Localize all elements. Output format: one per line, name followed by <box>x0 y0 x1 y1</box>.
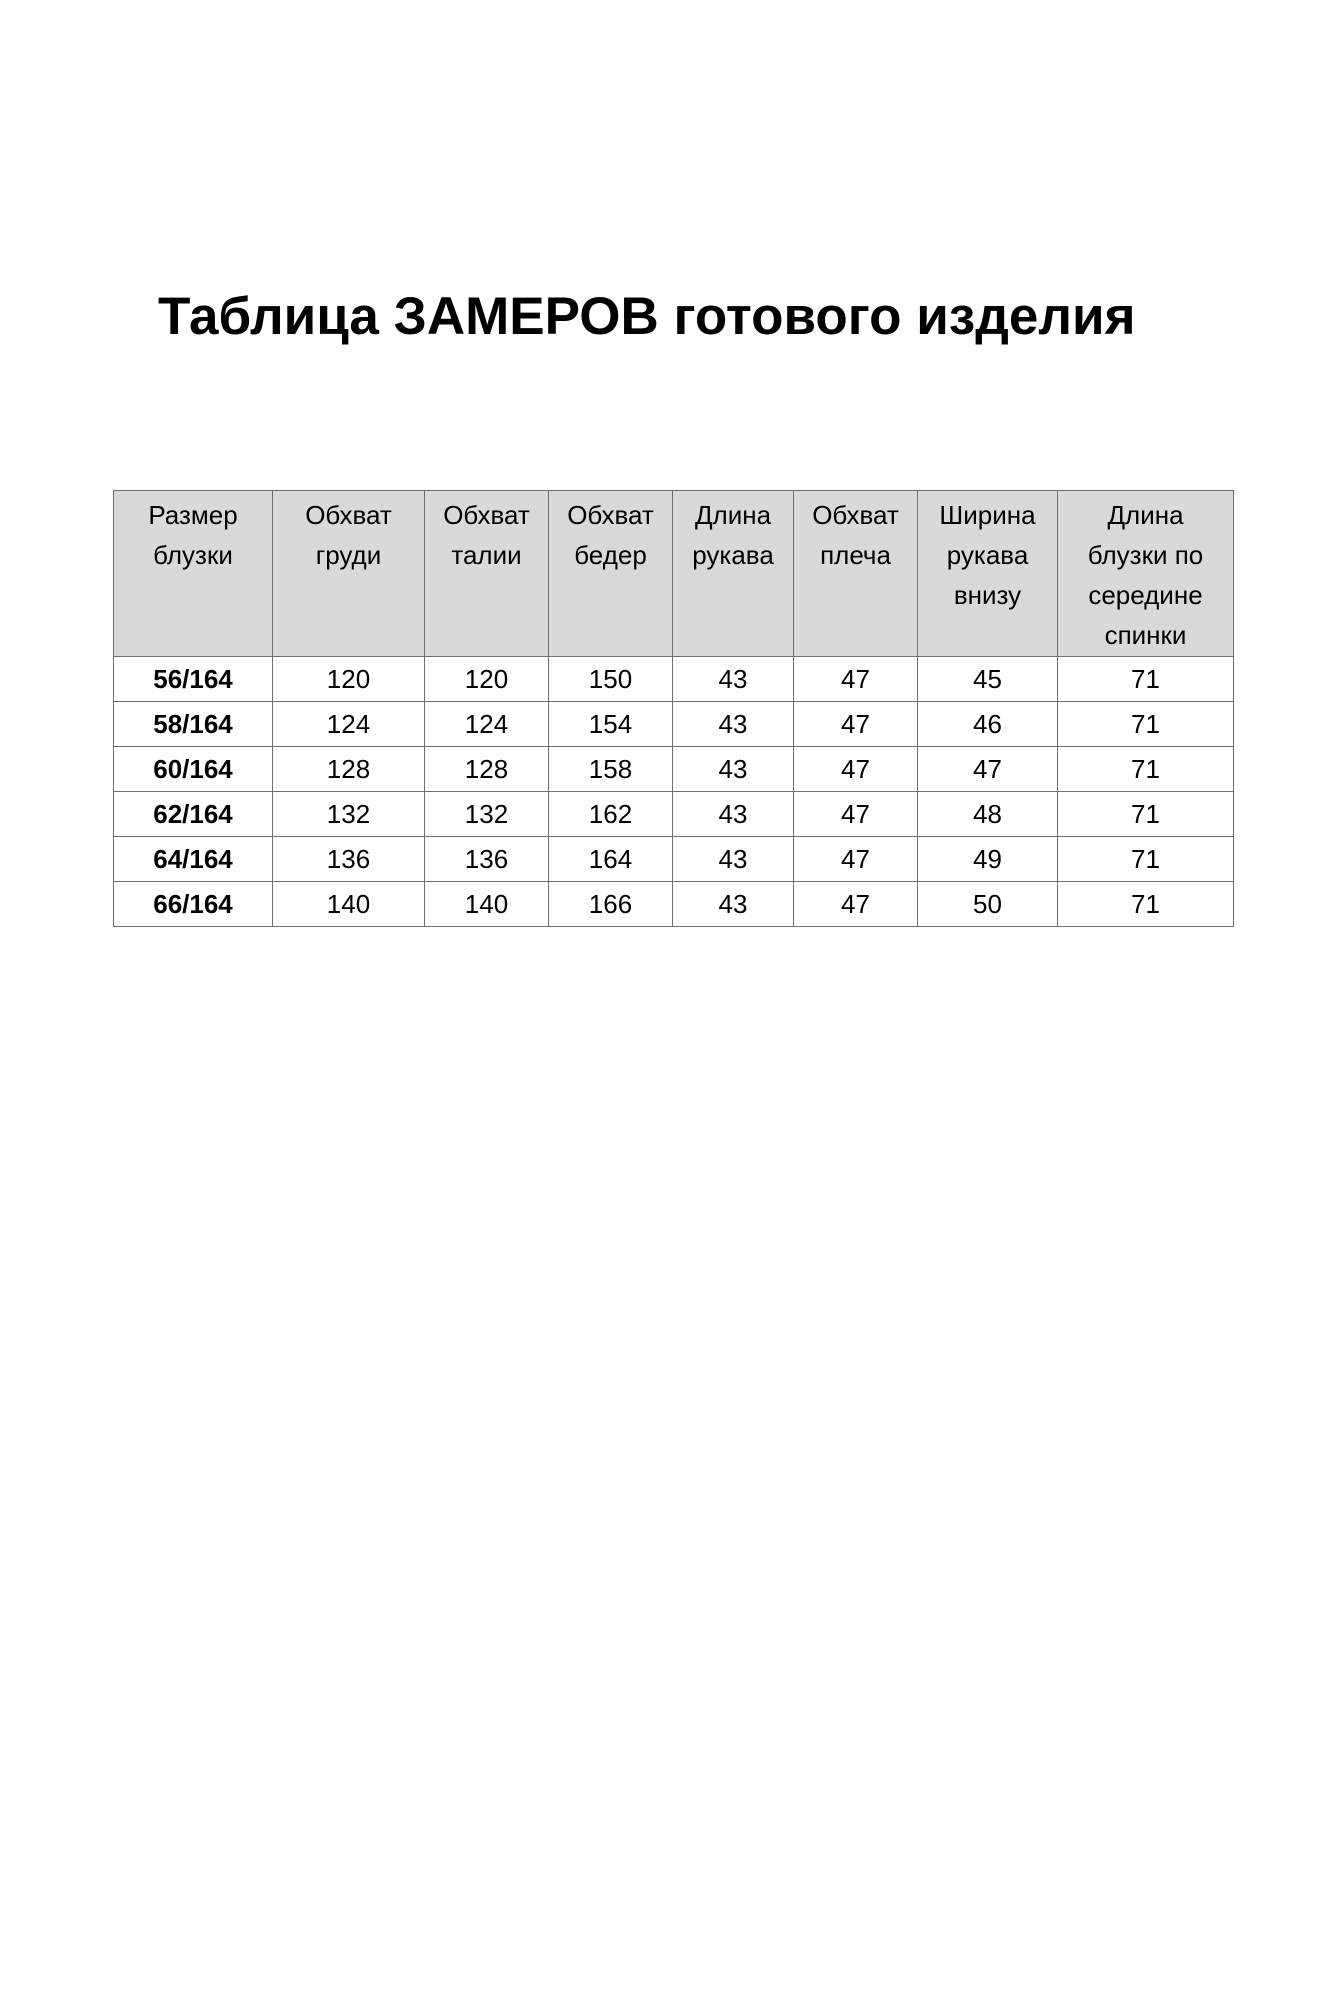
table-cell: 128 <box>273 747 425 792</box>
table-cell: 49 <box>918 837 1058 882</box>
table-cell: 158 <box>549 747 673 792</box>
header-line: середине <box>1088 580 1203 610</box>
table-cell: 71 <box>1058 792 1234 837</box>
table-header-row <box>114 491 1234 657</box>
size-cell: 60/164 <box>114 747 273 792</box>
size-cell: 58/164 <box>114 702 273 747</box>
size-cell: 64/164 <box>114 837 273 882</box>
header-line: плеча <box>820 540 891 570</box>
page-title: Таблица ЗАМЕРОВ готового изделия <box>158 287 1136 346</box>
size-cell: 56/164 <box>114 657 273 702</box>
table-row <box>114 837 1234 882</box>
header-line: Обхват <box>443 500 530 530</box>
table-cell: 71 <box>1058 747 1234 792</box>
header-line: груди <box>315 540 382 570</box>
table-cell: 47 <box>794 702 918 747</box>
header-line: Обхват <box>812 500 899 530</box>
table-cell: 140 <box>425 882 549 927</box>
header-sleeve-length <box>673 491 794 657</box>
table-cell: 136 <box>425 837 549 882</box>
table-cell: 48 <box>918 792 1058 837</box>
header-line: рукава <box>692 540 774 570</box>
table-cell: 164 <box>549 837 673 882</box>
table-cell: 120 <box>273 657 425 702</box>
table-cell: 71 <box>1058 657 1234 702</box>
table-cell: 71 <box>1058 837 1234 882</box>
table-row <box>114 702 1234 747</box>
header-line: блузки по <box>1087 540 1204 570</box>
table-cell: 150 <box>549 657 673 702</box>
size-cell: 66/164 <box>114 882 273 927</box>
header-line: спинки <box>1104 620 1187 650</box>
header-line: Обхват <box>567 500 654 530</box>
size-cell: 62/164 <box>114 792 273 837</box>
table-row <box>114 882 1234 927</box>
table-cell: 50 <box>918 882 1058 927</box>
header-line: блузки <box>153 540 233 570</box>
header-size <box>114 491 273 657</box>
header-line: Обхват <box>305 500 392 530</box>
table-cell: 47 <box>794 657 918 702</box>
table-cell: 47 <box>794 882 918 927</box>
header-line: бедер <box>574 540 647 570</box>
header-chest <box>273 491 425 657</box>
table-cell: 162 <box>549 792 673 837</box>
header-hips <box>549 491 673 657</box>
table-cell: 124 <box>273 702 425 747</box>
header-waist <box>425 491 549 657</box>
table-cell: 43 <box>673 882 794 927</box>
header-sleeve-width <box>918 491 1058 657</box>
table-cell: 43 <box>673 792 794 837</box>
header-line: Ширина <box>939 500 1036 530</box>
measurements-table <box>113 490 1234 927</box>
table-cell: 47 <box>794 792 918 837</box>
header-blouse-length <box>1058 491 1234 657</box>
header-line: Размер <box>148 500 238 530</box>
header-line: внизу <box>953 580 1022 610</box>
table-cell: 71 <box>1058 882 1234 927</box>
table-cell: 47 <box>794 747 918 792</box>
table-row <box>114 792 1234 837</box>
table-cell: 140 <box>273 882 425 927</box>
header-line: рукава <box>946 540 1029 570</box>
table-row <box>114 657 1234 702</box>
table-cell: 132 <box>425 792 549 837</box>
header-line: талии <box>451 540 522 570</box>
table-cell: 166 <box>549 882 673 927</box>
table-cell: 43 <box>673 702 794 747</box>
table-cell: 128 <box>425 747 549 792</box>
table-cell: 71 <box>1058 702 1234 747</box>
header-line: Длина <box>694 500 772 530</box>
table-cell: 124 <box>425 702 549 747</box>
header-line: Длина <box>1107 500 1184 530</box>
table-cell: 47 <box>918 747 1058 792</box>
header-shoulder <box>794 491 918 657</box>
table-row <box>114 747 1234 792</box>
table-cell: 43 <box>673 657 794 702</box>
table-cell: 132 <box>273 792 425 837</box>
table-cell: 136 <box>273 837 425 882</box>
table-cell: 43 <box>673 747 794 792</box>
table-cell: 45 <box>918 657 1058 702</box>
table-cell: 47 <box>794 837 918 882</box>
table-cell: 43 <box>673 837 794 882</box>
table-cell: 154 <box>549 702 673 747</box>
table-cell: 46 <box>918 702 1058 747</box>
table-cell: 120 <box>425 657 549 702</box>
